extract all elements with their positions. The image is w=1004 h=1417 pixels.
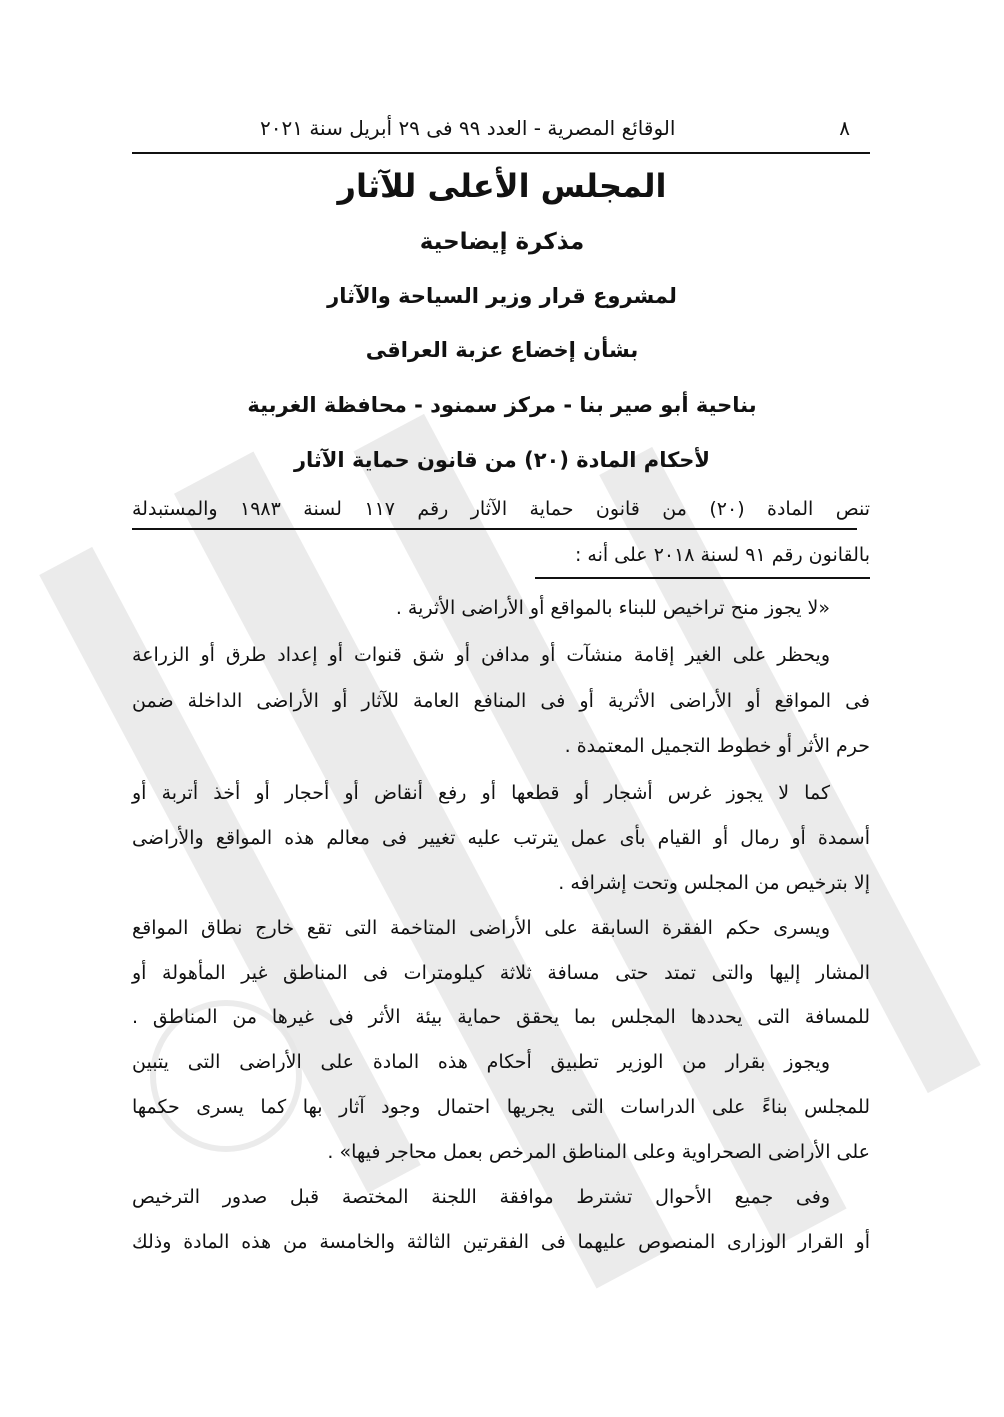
running-title: الوقائع المصرية - العدد ٩٩ فى ٢٩ أبريل سنة ٢٠٢١ (260, 116, 676, 140)
body-line: بالقانون رقم ٩١ لسنة ٢٠١٨ على أنه : (574, 544, 870, 566)
header-rule (132, 152, 870, 154)
body-line: حرم الأثر أو خطوط التجميل المعتمدة . (564, 735, 870, 757)
body-line: المشار إليها والتى تمتد حتى مسافة ثلاثة كيلومترات فى المناطق غير المأهولة أو (132, 962, 870, 984)
body-line: ويجوز بقرار من الوزير تطبيق أحكام هذه المادة على الأراضى التى يتبين (132, 1051, 830, 1073)
body-line: للمجلس بناءً على الدراسات التى يجريها احتمال وجود آثار بها كما يسرى حكمها (132, 1096, 870, 1118)
body-line: إلا بترخيص من المجلس وتحت إشرافه . (558, 872, 870, 894)
running-header (260, 116, 850, 140)
body-line: فى المواقع أو الأراضى الأثرية أو فى المنافع العامة للآثار أو الأراضى الداخلة ضمن (132, 690, 870, 712)
subtitle-line: لأحكام المادة (٢٠) من قانون حماية الآثار (293, 448, 711, 472)
underline (132, 528, 857, 530)
body-line: ويحظر على الغير إقامة منشآت أو مدافن أو شق قنوات أو إعداد طرق أو الزراعة (132, 644, 830, 666)
memo-title: مذكرة إيضاحية (419, 229, 585, 255)
body-line: أو القرار الوزارى المنصوص عليهما فى الفقرتين الثالثة والخامسة من هذه المادة وذلك (132, 1231, 870, 1253)
underline (535, 577, 870, 579)
body-line: كما لا يجوز غرس أشجار أو قطعها أو رفع أنقاض أو أحجار أو أخذ أتربة أو (132, 782, 830, 804)
body-line: وفى جميع الأحوال تشترط موافقة اللجنة المختصة قبل صدور الترخيص (132, 1186, 830, 1208)
body-line: أسمدة أو رمال أو القيام بأى عمل يترتب عليه تغيير فى معالم هذه المواقع والأراضى (132, 827, 870, 849)
body-line: على الأراضى الصحراوية وعلى المناطق المرخص بعمل محاجر فيها» . (327, 1141, 870, 1163)
body-line: للمسافة التى يحددها المجلس بما يحقق حماية بيئة الأثر فى غيرها من المناطق . (132, 1006, 870, 1028)
body-line: تنص المادة (٢٠) من قانون حماية الآثار رقم ١١٧ لسنة ١٩٨٣ والمستبدلة (132, 498, 870, 520)
subtitle-line: بناحية أبو صير بنا - مركز سمنود - محافظة الغربية (247, 393, 757, 417)
body-line: «لا يجوز منح تراخيص للبناء بالمواقع أو الأراضى الأثرية . (395, 597, 830, 619)
subtitle-line: لمشروع قرار وزير السياحة والآثار (327, 284, 677, 308)
subtitle-line: بشأن إخضاع عزبة العراقى (365, 338, 639, 362)
body-line: ويسرى حكم الفقرة السابقة على الأراضى المتاخمة التى تقع خارج نطاق المواقع (132, 917, 830, 939)
council-title: المجلس الأعلى للآثار (337, 167, 667, 205)
page-number: ٨ (839, 116, 850, 140)
